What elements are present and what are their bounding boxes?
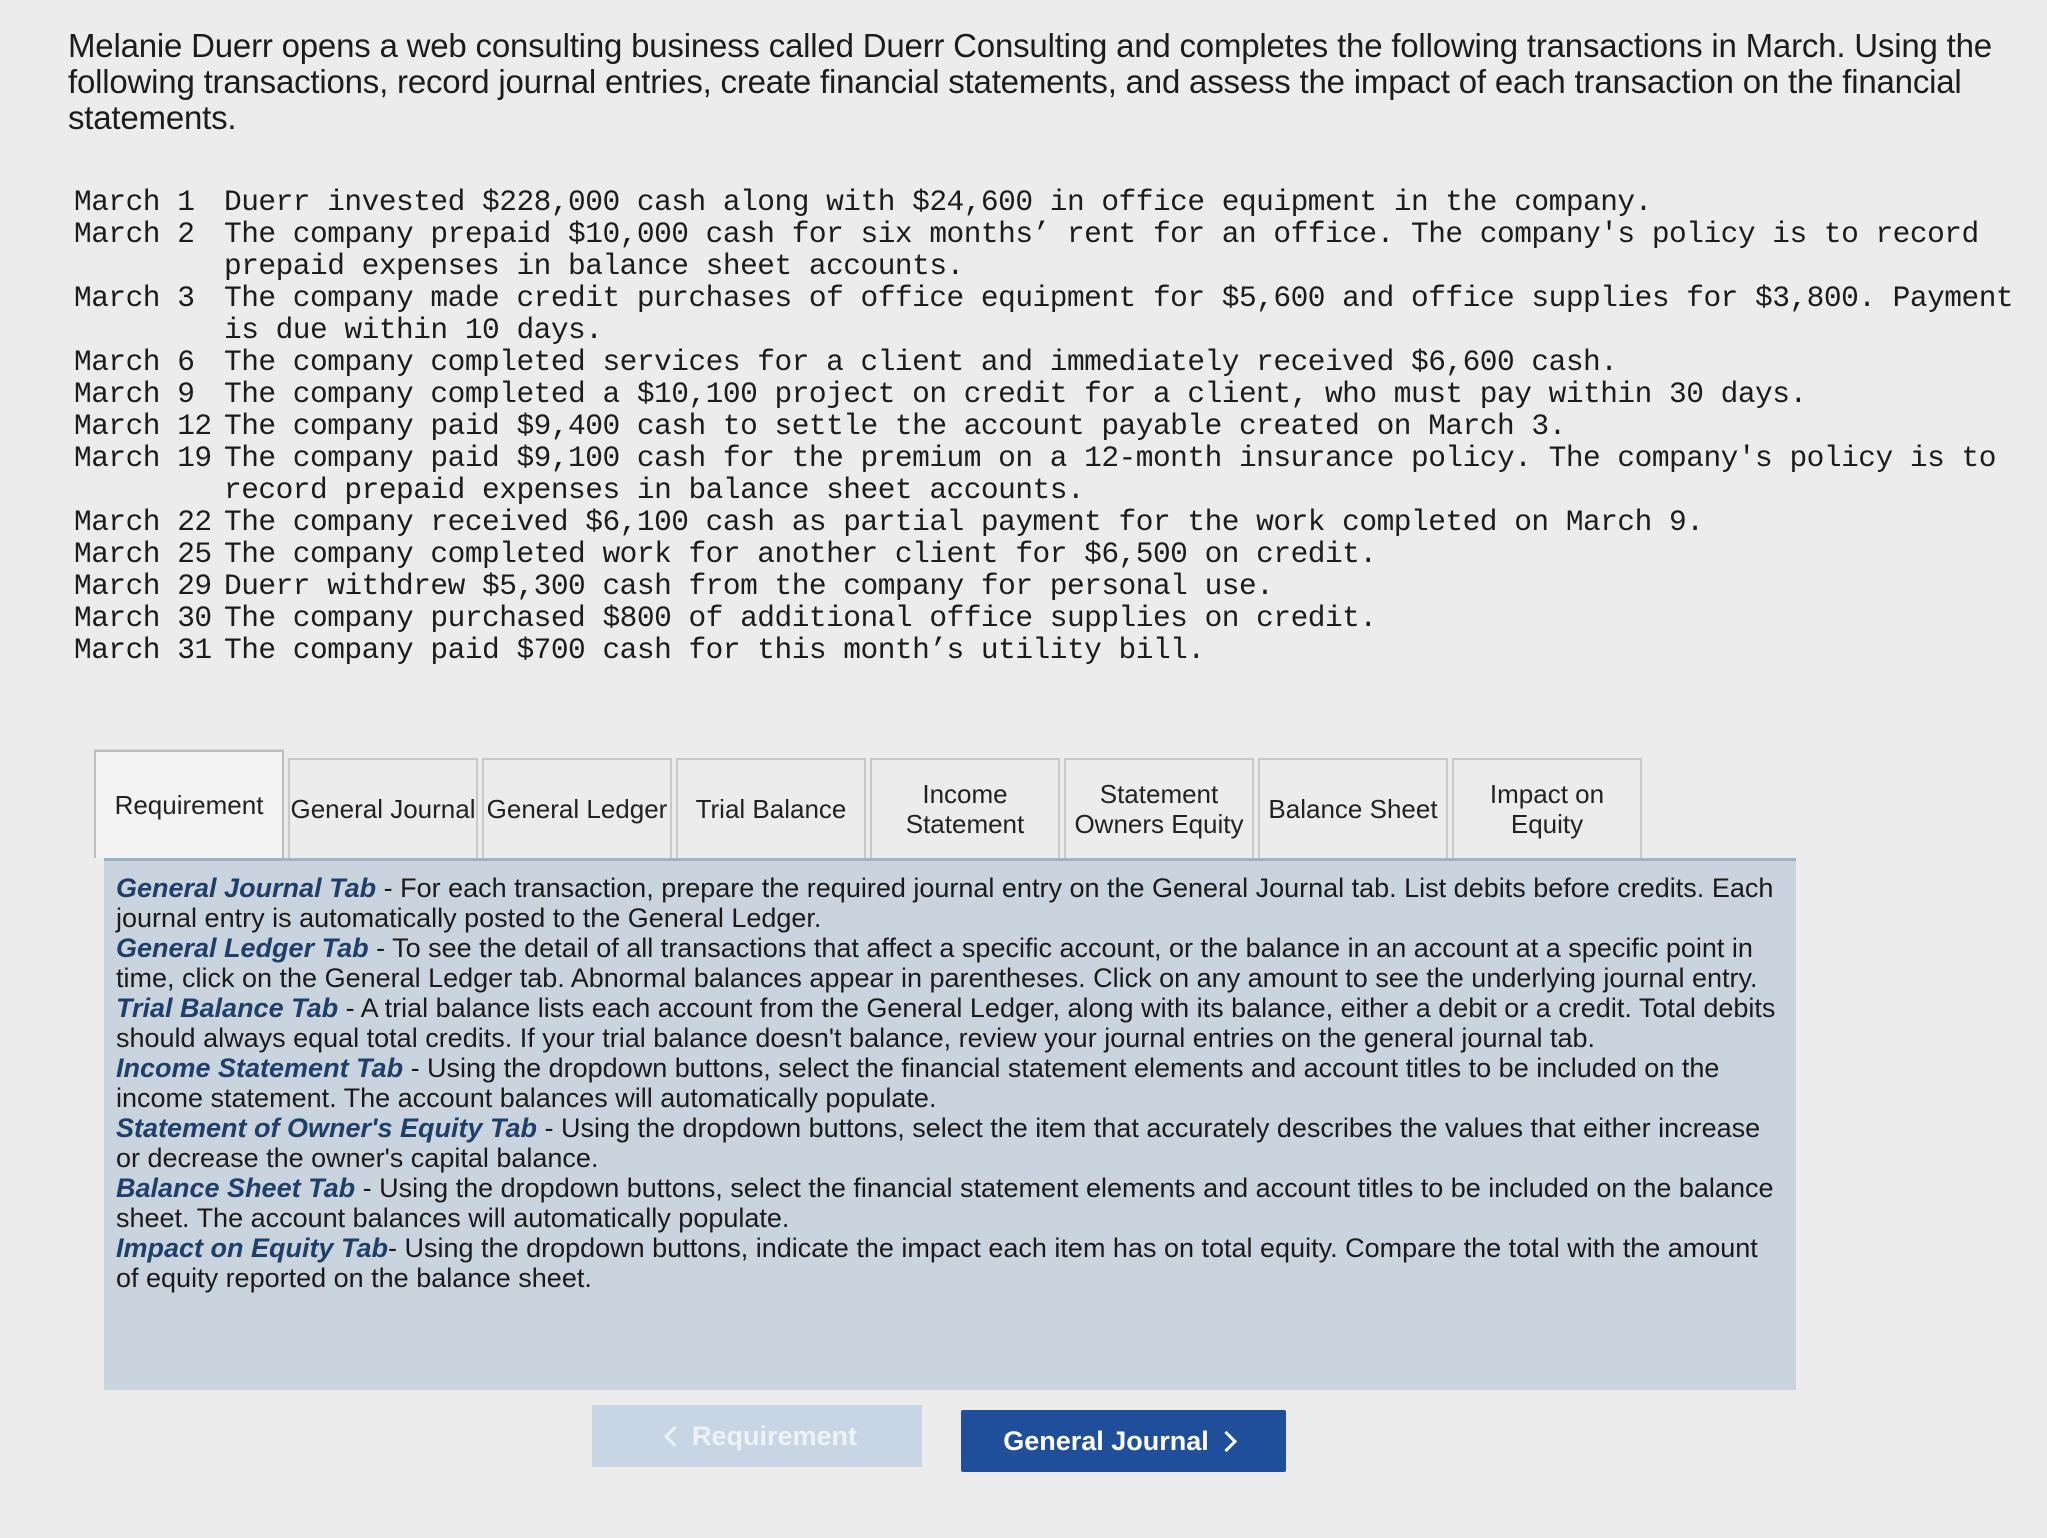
transaction-text: The company completed work for another client for $6,500 on credit. bbox=[224, 537, 1377, 571]
instruction-item bbox=[116, 873, 1784, 933]
instruction-item bbox=[116, 1233, 1784, 1293]
transaction-text: The company made credit purchases of office equipment for $5,600 and office supplies for $3,800. Payment is due within 10 days. bbox=[224, 281, 2014, 347]
next-general-journal-button[interactable] bbox=[961, 1410, 1286, 1472]
tab-impact-on-equity[interactable]: Impact on Equity bbox=[1452, 758, 1642, 858]
tab-balance-sheet[interactable]: Balance Sheet bbox=[1258, 758, 1448, 858]
problem-intro: Melanie Duerr opens a web consulting business called Duerr Consulting and completes the following transactions in March. Using the following transactions, record journal entries, create financial statements, and assess the impact of each transaction on the financial statements. bbox=[68, 27, 1992, 136]
instruction-item bbox=[116, 1053, 1784, 1113]
transaction-date: March 6 bbox=[74, 345, 195, 379]
transaction-row bbox=[74, 378, 2034, 410]
instruction-text: - Using the dropdown buttons, select the financial statement elements and account titles to be included on the balance sheet. The account balances will automatically populate. bbox=[116, 1173, 1774, 1233]
instruction-text: - Using the dropdown buttons, indicate the impact each item has on total equity. Compare the total with the amount of equity reported on the balance sheet. bbox=[116, 1233, 1758, 1293]
transaction-row bbox=[74, 282, 2034, 346]
transaction-row bbox=[74, 186, 2034, 218]
tab-bar bbox=[94, 728, 1646, 858]
transaction-date: March 12 bbox=[74, 409, 212, 443]
transaction-text: The company paid $700 cash for this month’s utility bill. bbox=[224, 633, 1205, 667]
tab-requirement[interactable]: Requirement bbox=[94, 750, 284, 858]
tab-trial-balance[interactable]: Trial Balance bbox=[676, 758, 866, 858]
transaction-text: The company prepaid $10,000 cash for six months’ rent for an office. The company's policy is to record prepaid expenses in balance sheet accounts. bbox=[224, 217, 1979, 283]
instruction-title: Balance Sheet Tab bbox=[116, 1173, 356, 1203]
transaction-date: March 19 bbox=[74, 441, 212, 475]
transaction-date: March 30 bbox=[74, 601, 212, 635]
instruction-item bbox=[116, 933, 1784, 993]
tab-general-journal[interactable]: General Journal bbox=[288, 758, 478, 858]
transaction-text: Duerr invested $228,000 cash along with $24,600 in office equipment in the company. bbox=[224, 185, 1652, 219]
transaction-text: The company received $6,100 cash as partial payment for the work completed on March 9. bbox=[224, 505, 1704, 539]
instruction-text: - Using the dropdown buttons, select the financial statement elements and account titles to be included on the income statement. The account balances will automatically populate. bbox=[116, 1053, 1720, 1113]
chevron-left-icon bbox=[664, 1425, 685, 1446]
transaction-text: Duerr withdrew $5,300 cash from the company for personal use. bbox=[224, 569, 1274, 603]
transaction-text: The company paid $9,100 cash for the premium on a 12-month insurance policy. The company's policy is to record prepaid expenses in balance sheet accounts. bbox=[224, 441, 1996, 507]
transaction-text: The company completed a $10,100 project on credit for a client, who must pay within 30 days. bbox=[224, 377, 1807, 411]
instruction-text: - For each transaction, prepare the required journal entry on the General Journal tab. List debits before credits. Each journal entry is automatically posted to the General Ledger. bbox=[116, 873, 1774, 933]
transaction-date: March 9 bbox=[74, 377, 195, 411]
transaction-row bbox=[74, 410, 2034, 442]
transaction-date: March 2 bbox=[74, 217, 195, 251]
instruction-text: - A trial balance lists each account from the General Ledger, along with its balance, either a debit or a credit. Total debits should always equal total credits. If your trial balance doesn't balance, review your journal entries on the general journal tab. bbox=[116, 993, 1776, 1053]
transaction-row bbox=[74, 570, 2034, 602]
instruction-title: Statement of Owner's Equity Tab bbox=[116, 1113, 537, 1143]
transaction-text: The company paid $9,400 cash to settle the account payable created on March 3. bbox=[224, 409, 1566, 443]
transaction-date: March 25 bbox=[74, 537, 212, 571]
transaction-date: March 3 bbox=[74, 281, 195, 315]
transactions-list bbox=[74, 186, 2034, 666]
instruction-text: - Using the dropdown buttons, select the item that accurately describes the values that either increase or decrease the owner's capital balance. bbox=[116, 1113, 1761, 1173]
transaction-text: The company purchased $800 of additional office supplies on credit. bbox=[224, 601, 1377, 635]
instruction-title: General Ledger Tab bbox=[116, 933, 369, 963]
transaction-date: March 22 bbox=[74, 505, 212, 539]
previous-button-label: Requirement bbox=[691, 1420, 858, 1451]
instruction-title: Impact on Equity Tab bbox=[116, 1233, 389, 1263]
transaction-row bbox=[74, 346, 2034, 378]
instruction-title: General Journal Tab bbox=[116, 873, 377, 903]
tab-statement-owners-equity[interactable]: Statement Owners Equity bbox=[1064, 758, 1254, 858]
instruction-item bbox=[116, 993, 1784, 1053]
tab-general-ledger[interactable]: General Ledger bbox=[482, 758, 672, 858]
transaction-date: March 29 bbox=[74, 569, 212, 603]
transaction-date: March 1 bbox=[74, 185, 195, 219]
transaction-text: The company completed services for a client and immediately received $6,600 cash. bbox=[224, 345, 1618, 379]
instruction-title: Trial Balance Tab bbox=[116, 993, 339, 1023]
chevron-right-icon bbox=[1216, 1430, 1237, 1451]
instruction-text: - To see the detail of all transactions that affect a specific account, or the balance in an account at a specific point in time, click on the General Ledger tab. Abnormal balances appear in parentheses. Click on any amount to see the underlying journal entry. bbox=[116, 933, 1758, 993]
transaction-row bbox=[74, 634, 2034, 666]
previous-requirement-button[interactable] bbox=[592, 1405, 922, 1467]
transaction-row bbox=[74, 538, 2034, 570]
next-button-label: General Journal bbox=[1003, 1425, 1209, 1456]
transaction-row bbox=[74, 442, 2034, 506]
instruction-item bbox=[116, 1173, 1784, 1233]
instruction-item bbox=[116, 1113, 1784, 1173]
requirement-panel bbox=[104, 858, 1796, 1390]
transaction-date: March 31 bbox=[74, 633, 212, 667]
instruction-title: Income Statement Tab bbox=[116, 1053, 404, 1083]
transaction-row bbox=[74, 218, 2034, 282]
transaction-row bbox=[74, 506, 2034, 538]
tab-income-statement[interactable]: Income Statement bbox=[870, 758, 1060, 858]
transaction-row bbox=[74, 602, 2034, 634]
